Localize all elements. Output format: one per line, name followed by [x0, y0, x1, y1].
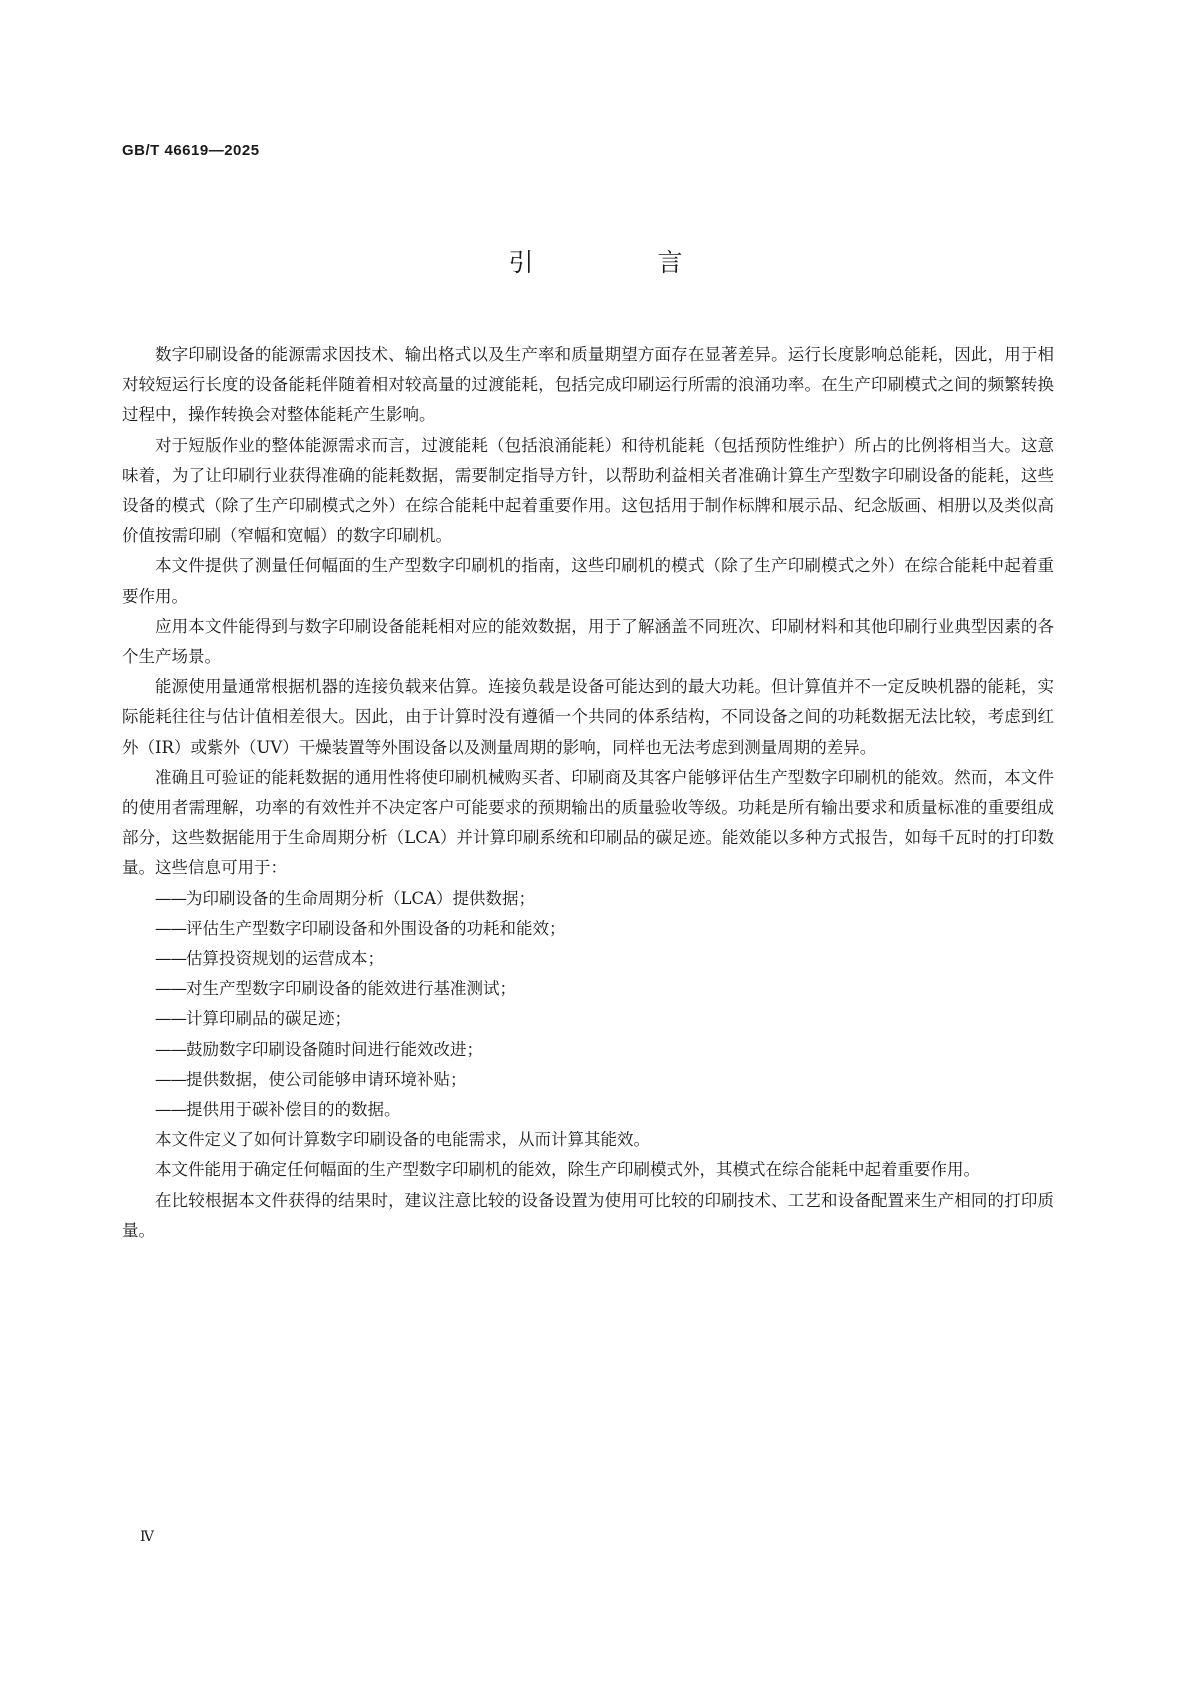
- list-item: —— 计算印刷品的碳足迹；: [122, 1004, 1054, 1034]
- list-item: —— 评估生产型数字印刷设备和外围设备的功耗和能效；: [122, 914, 1054, 944]
- paragraph: 应用本文件能得到与数字印刷设备能耗相对应的能效数据，用于了解涵盖不同班次、印刷材料和其他印刷行业典型因素的各个生产场景。: [122, 616, 1054, 667]
- page-number: Ⅳ: [140, 1529, 154, 1545]
- list-item: —— 估算投资规划的运营成本；: [122, 944, 1054, 974]
- uses-list: [122, 884, 1054, 1126]
- paragraph: 对于短版作业的整体能源需求而言，过渡能耗（包括浪涌能耗）和待机能耗（包括预防性维护）所占的比例将相当大。这意味着，为了让印刷行业获得准确的能耗数据，需要制定指导方针，以帮助利益相关者准确计算生产型数字印刷设备的能耗，这些设备的模式（除了生产印刷模式之外）在综合能耗中起着重要作用。这包括用于制作标牌和展示品、纪念版画、相册以及类似高价值按需印刷（窄幅和宽幅）的数字印刷机。: [122, 435, 1054, 546]
- standard-code: GB/T 46619—2025: [122, 142, 260, 159]
- paragraph: 本文件能用于确定任何幅面的生产型数字印刷机的能效，除生产印刷模式外，其模式在综合能耗中起着重要作用。: [155, 1160, 980, 1180]
- paragraph: 本文件定义了如何计算数字印刷设备的电能需求，从而计算其能效。: [155, 1130, 650, 1150]
- page-title: 引 言: [508, 248, 741, 277]
- paragraph: 本文件提供了测量任何幅面的生产型数字印刷机的指南，这些印刷机的模式（除了生产印刷模式之外）在综合能耗中起着重要作用。: [122, 556, 1054, 606]
- list-item: —— 提供数据，使公司能够申请环境补贴；: [122, 1065, 1054, 1095]
- paragraph: 在比较根据本文件获得的结果时，建议注意比较的设备设置为使用可比较的印刷技术、工艺和设备配置来生产相同的打印质量。: [122, 1190, 1054, 1240]
- paragraph: 能源使用量通常根据机器的连接负载来估算。连接负载是设备可能达到的最大功耗。但计算值并不一定反映机器的能耗，实际能耗往往与估计值相差很大。因此，由于计算时没有遵循一个共同的体系结构，不同设备之间的功耗数据无法比较，考虑到红外（IR）或紫外（UV）干燥装置等外围设备以及测量周期的影响，同样也无法考虑到测量周期的差异。: [122, 677, 1054, 757]
- paragraph: 准确且可验证的能耗数据的通用性将使印刷机械购买者、印刷商及其客户能够评估生产型数字印刷机的能效。然而，本文件的使用者需理解，功率的有效性并不决定客户可能要求的预期输出的质量验收等级。功耗是所有输出要求和质量标准的重要组成部分，这些数据能用于生命周期分析（LCA）并计算印刷系统和印刷品的碳足迹。能效能以多种方式报告，如每千瓦时的打印数量。这些信息可用于：: [122, 767, 1054, 878]
- list-item: —— 为印刷设备的生命周期分析（LCA）提供数据；: [122, 884, 1054, 914]
- list-item: —— 鼓励数字印刷设备随时间进行能效改进；: [122, 1035, 1054, 1065]
- introduction-body: [122, 340, 1054, 1246]
- list-item: —— 提供用于碳补偿目的的数据。: [122, 1095, 1054, 1125]
- paragraph: 数字印刷设备的能源需求因技术、输出格式以及生产率和质量期望方面存在显著差异。运行长度影响总能耗，因此，用于相对较短运行长度的设备能耗伴随着相对较高量的过渡能耗，包括完成印刷运行所需的浪涌功率。在生产印刷模式之间的频繁转换过程中，操作转换会对整体能耗产生影响。: [122, 345, 1054, 425]
- list-item: —— 对生产型数字印刷设备的能效进行基准测试；: [122, 974, 1054, 1004]
